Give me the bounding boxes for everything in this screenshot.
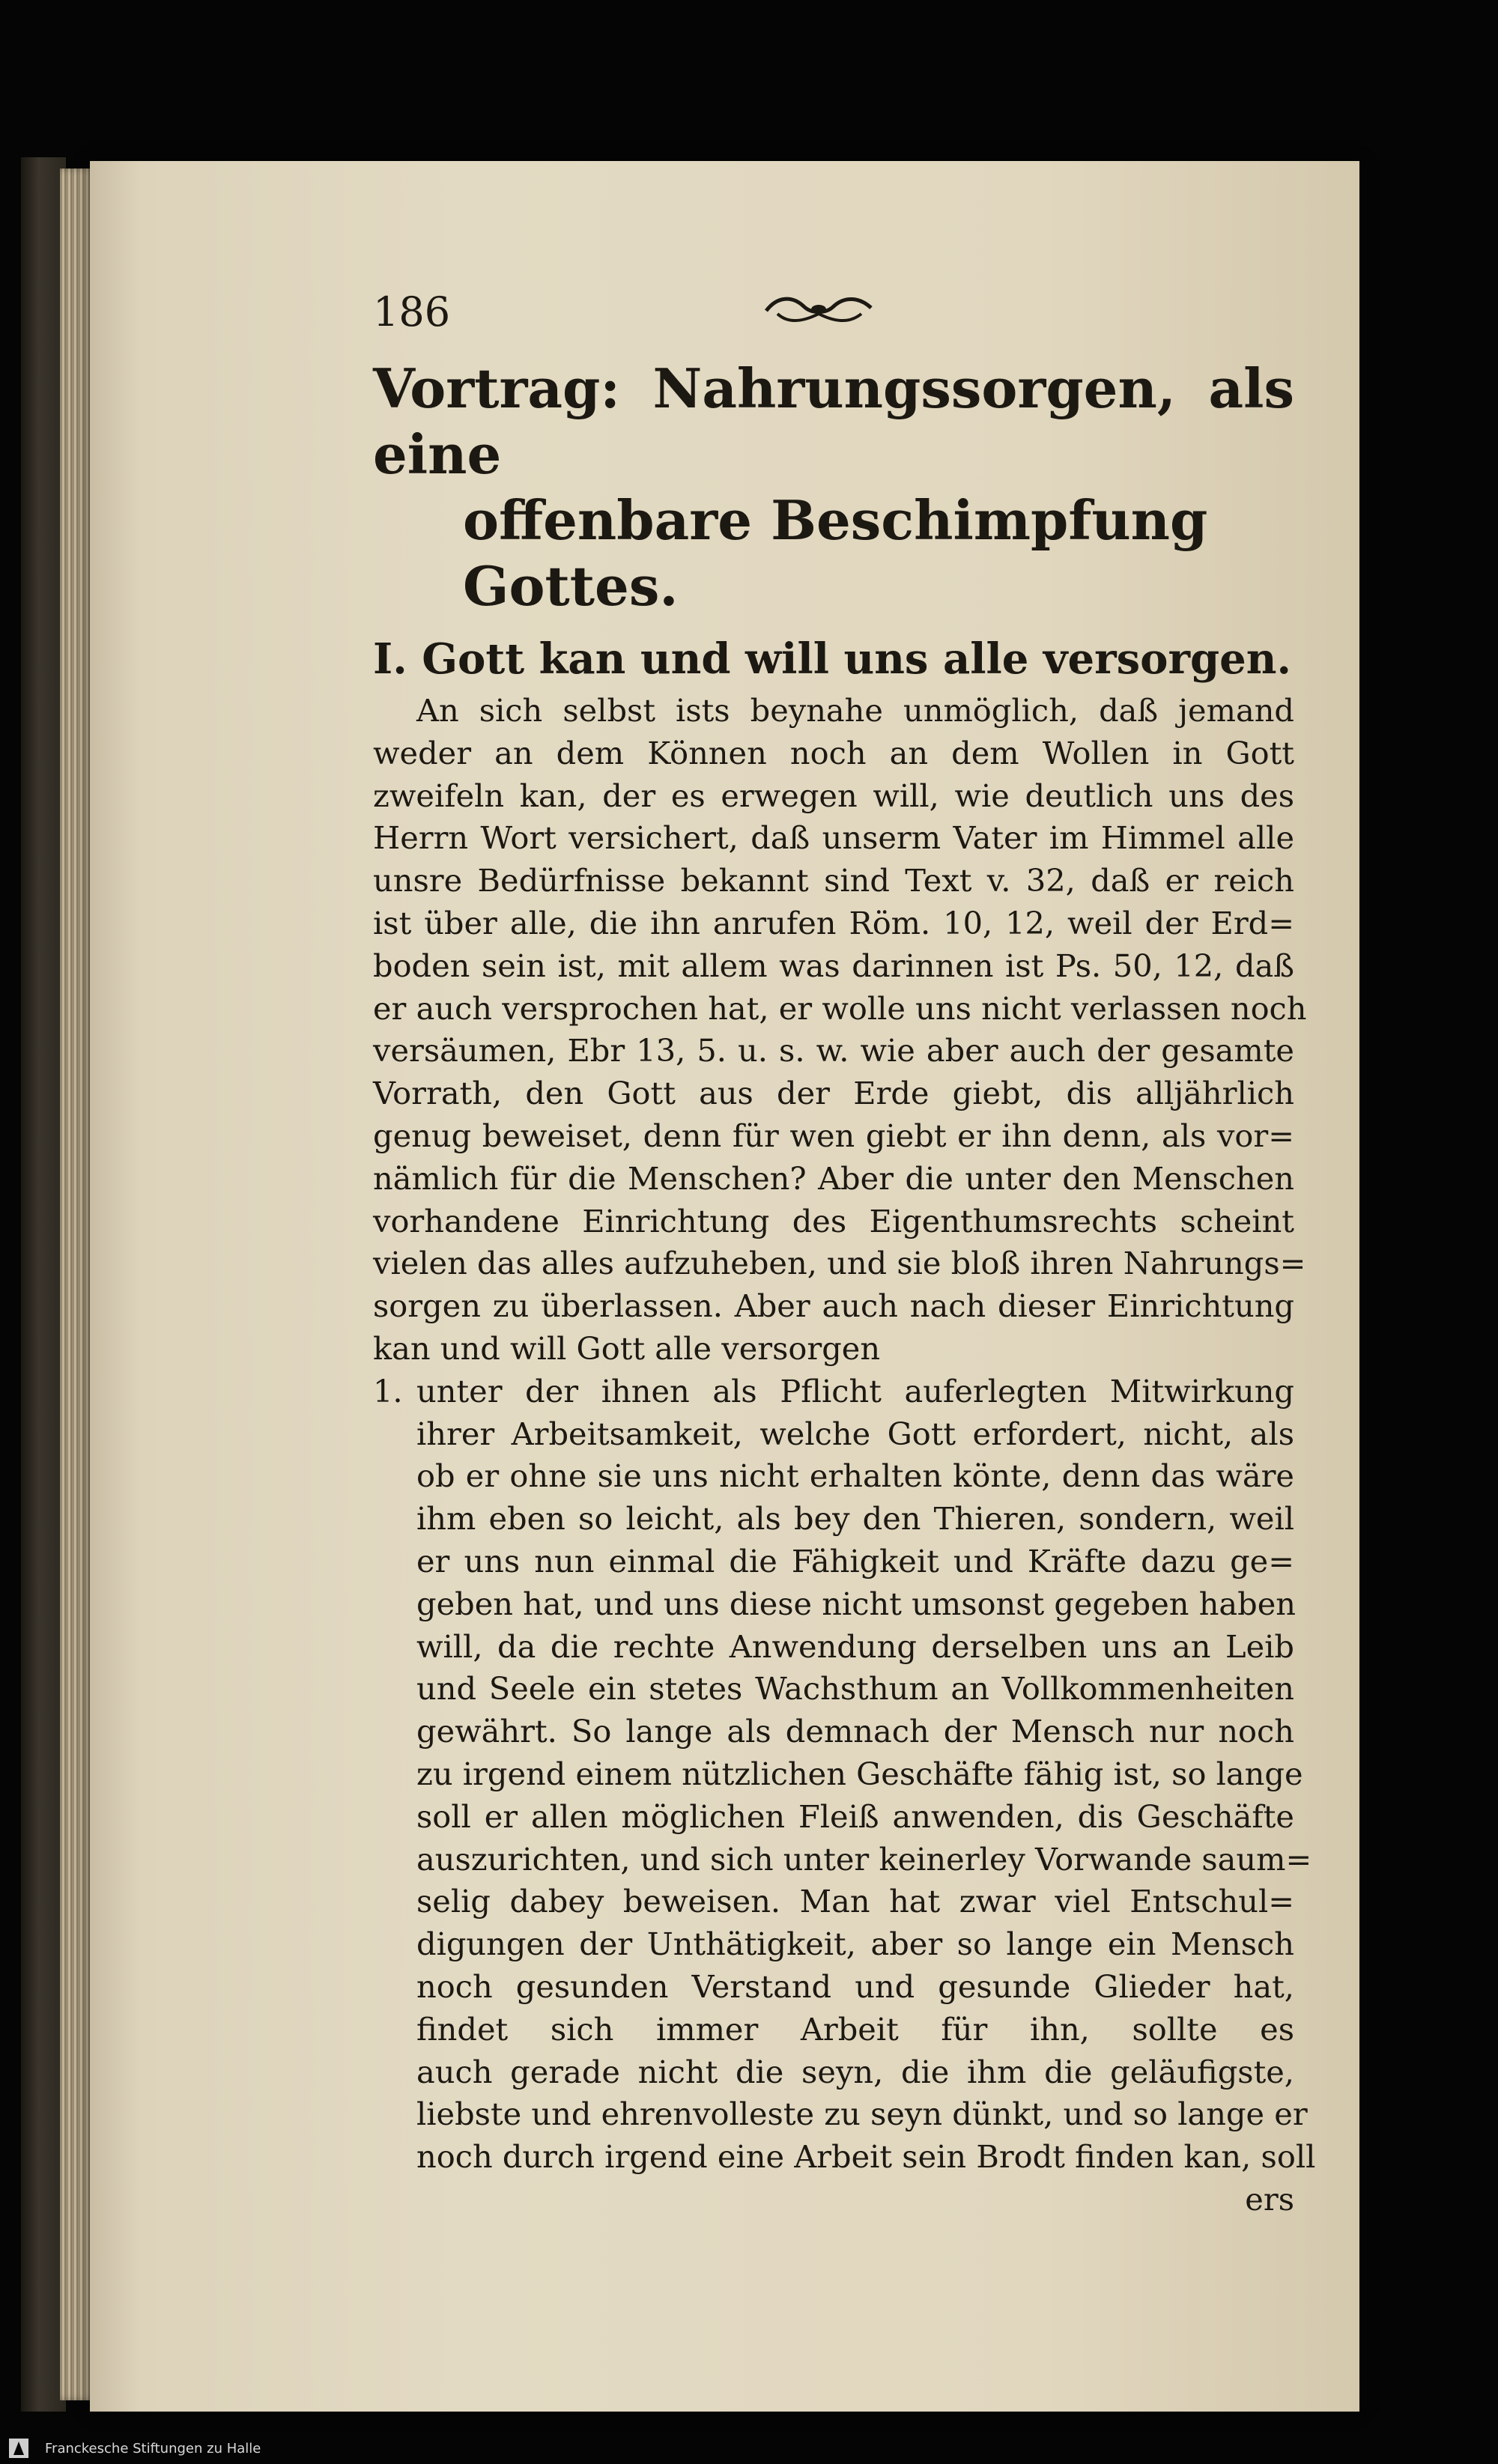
text-line: ist über alle, die ihn anrufen Röm. 10, 12, weil der Erd= bbox=[373, 904, 1294, 941]
text-line: versäumen, Ebr 13, 5. u. s. w. wie aber auch der gesamte bbox=[373, 1032, 1294, 1069]
title-line-2: offenbare Beschimpfung Gottes. bbox=[463, 488, 1208, 618]
text-line: sorgen zu überlassen. Aber auch nach dieser Einrichtung bbox=[373, 1287, 1294, 1325]
text-line: Vorrath, den Gott aus der Erde giebt, dis alljährlich bbox=[373, 1075, 1294, 1112]
section-heading: I. Gott kan und will uns alle versorgen. bbox=[373, 634, 1291, 684]
text-line: kan und will Gott alle versorgen bbox=[373, 1329, 881, 1367]
text-line: und Seele ein stetes Wachsthum an Vollkommenheiten bbox=[416, 1670, 1294, 1708]
text-line: noch gesunden Verstand und gesunde Glieder hat, bbox=[416, 1967, 1294, 2005]
lecture-title bbox=[373, 356, 1294, 619]
text-line: Herrn Wort versichert, daß unserm Vater im Himmel alle bbox=[373, 819, 1294, 857]
text-line: ihrer Arbeitsamkeit, welche Gott erfordert, nicht, als bbox=[416, 1415, 1294, 1452]
printer-ornament-icon bbox=[762, 291, 875, 327]
text-line: nämlich für die Menschen? Aber die unter den Menschen bbox=[373, 1159, 1294, 1197]
text-line: soll er allen möglichen Fleiß anwenden, dis Geschäfte bbox=[416, 1797, 1294, 1835]
text-line: vorhandene Einrichtung des Eigenthumsrechts scheint bbox=[373, 1202, 1294, 1239]
text-line: genug beweiset, denn für wen giebt er ihn denn, als vor= bbox=[373, 1117, 1294, 1154]
text-line: liebste und ehrenvolleste zu seyn dünkt, und so lange er bbox=[416, 2096, 1308, 2133]
text-line: unter der ihnen als Pflicht auferlegten Mitwirkung bbox=[416, 1372, 1294, 1409]
item-number: 1. bbox=[373, 1372, 403, 1409]
text-line: boden sein ist, mit allem was darinnen ist Ps. 50, 12, daß bbox=[373, 947, 1294, 984]
numbered-item bbox=[373, 1371, 1316, 2179]
text-line: findet sich immer Arbeit für ihn, sollte es bbox=[416, 2010, 1294, 2048]
text-line: ihm eben so leicht, als bey den Thieren, sondern, weil bbox=[416, 1500, 1294, 1538]
title-line-1: Vortrag: Nahrungssorgen, als eine bbox=[373, 356, 1294, 486]
text-line: er uns nun einmal die Fähigkeit und Kräfte dazu ge= bbox=[416, 1542, 1294, 1580]
page-header bbox=[373, 288, 1294, 356]
text-line: geben hat, und uns diese nicht umsonst gegeben haben bbox=[416, 1585, 1297, 1622]
text-line: ob er ohne sie uns nicht erhalten könte, denn das wäre bbox=[416, 1457, 1294, 1495]
text-line: vielen das alles aufzuheben, und sie bloß ihren Nahrungs= bbox=[373, 1245, 1306, 1282]
text-line: selig dabey beweisen. Man hat zwar viel Entschul= bbox=[416, 1883, 1294, 1920]
text-line: zweifeln kan, der es erwegen will, wie deutlich uns des bbox=[373, 777, 1294, 814]
body-paragraph bbox=[373, 690, 1307, 1371]
text-line: auszurichten, und sich unter keinerley Vorwande saum= bbox=[416, 1840, 1312, 1878]
footer-institution: Franckesche Stiftungen zu Halle bbox=[45, 2441, 261, 2457]
catchword: ers bbox=[1245, 2180, 1294, 2218]
text-line: auch gerade nicht die seyn, die ihm die geläufigste, bbox=[416, 2053, 1294, 2090]
book-spine-edge bbox=[21, 157, 66, 2412]
footer-bar bbox=[0, 2433, 1498, 2464]
text-line: zu irgend einem nützlichen Geschäfte fähig ist, so lange bbox=[416, 1755, 1303, 1792]
text-line: gewährt. So lange als demnach der Mensch nur noch bbox=[416, 1713, 1294, 1750]
text-line: digungen der Unthätigkeit, aber so lange ein Mensch bbox=[416, 1926, 1294, 1963]
page-text-block bbox=[373, 288, 1316, 2221]
text-line: er auch versprochen hat, er wolle uns nicht verlassen noch bbox=[373, 989, 1307, 1027]
text-line: noch durch irgend eine Arbeit sein Brodt finden kan, soll bbox=[416, 2138, 1316, 2176]
text-line: weder an dem Können noch an dem Wollen in Gott bbox=[373, 734, 1294, 771]
text-line: will, da die rechte Anwendung derselben uns an Leib bbox=[416, 1627, 1294, 1665]
institution-logo-icon bbox=[7, 2437, 30, 2460]
page-number: 186 bbox=[373, 288, 451, 336]
text-line: An sich selbst ists beynahe unmöglich, daß jemand bbox=[416, 692, 1294, 729]
text-line: unsre Bedürfnisse bekannt sind Text v. 32, daß er reich bbox=[373, 862, 1294, 899]
